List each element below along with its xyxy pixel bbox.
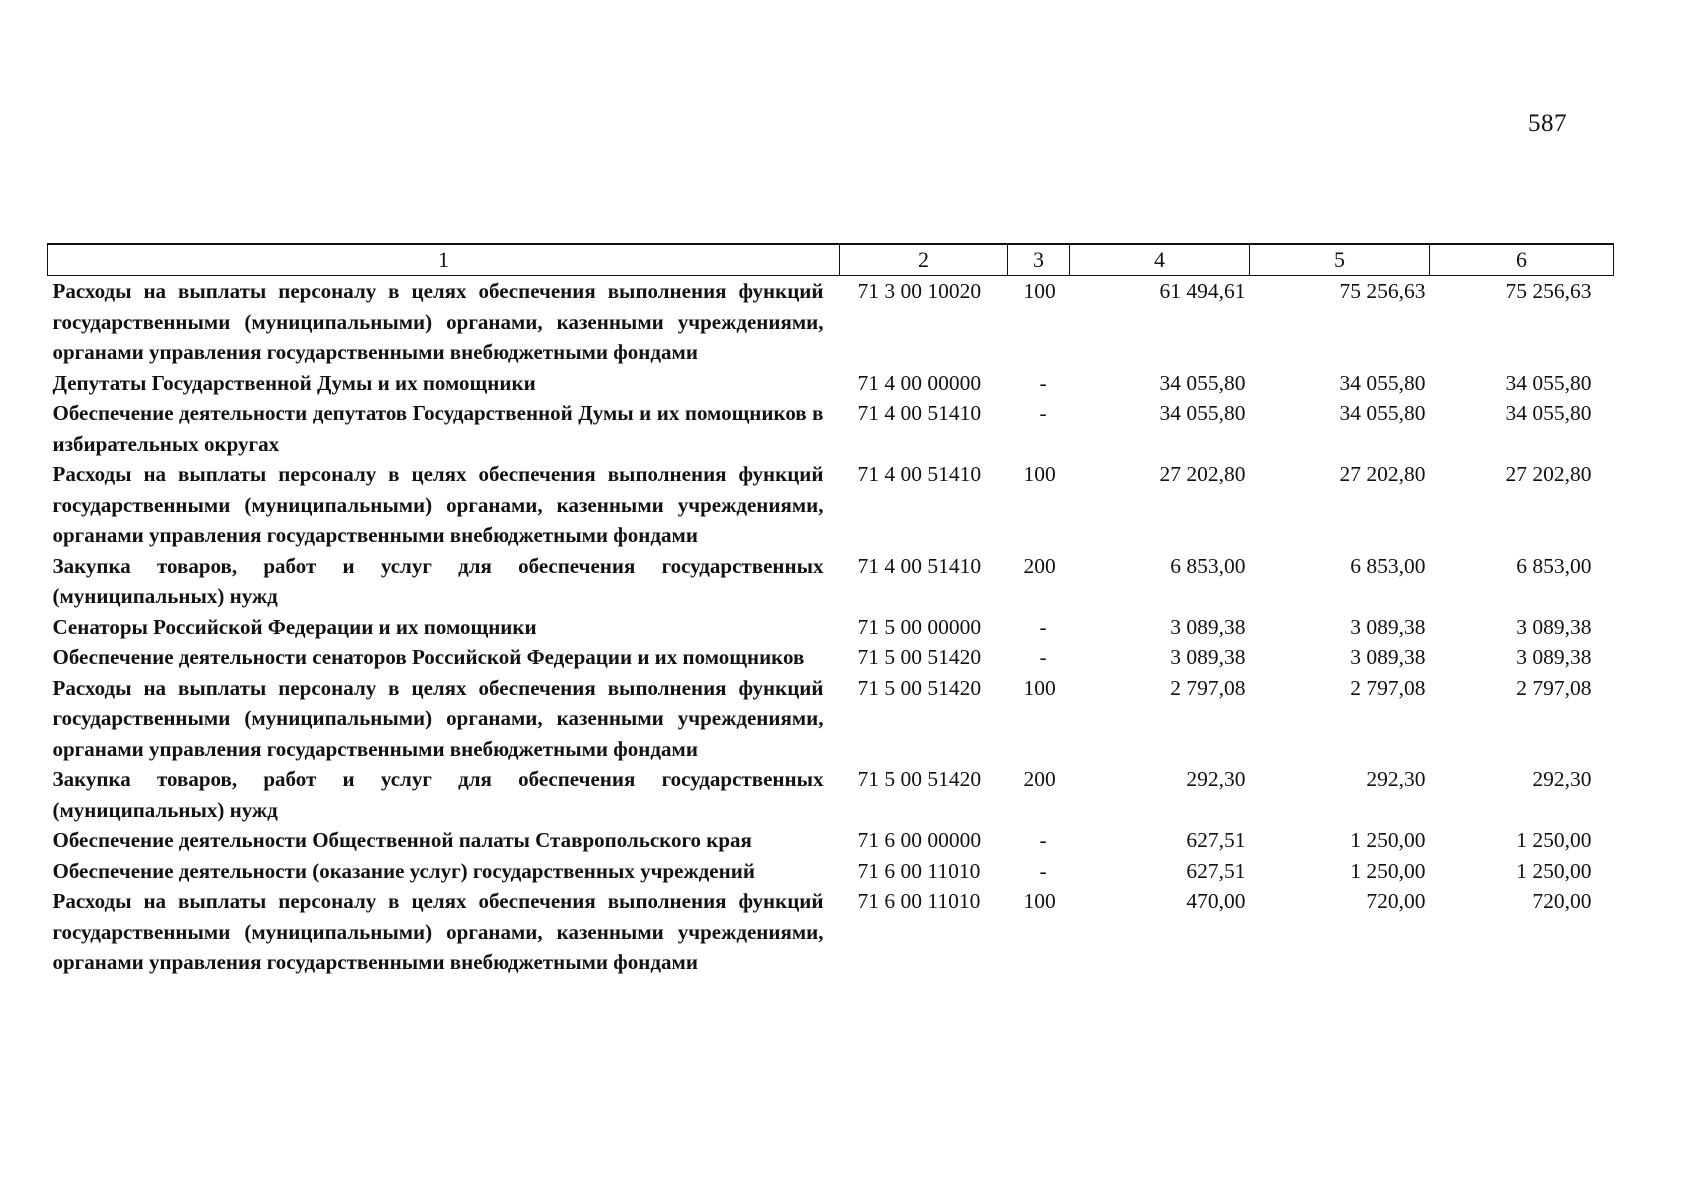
row-code: 71 4 00 00000 <box>857 370 982 395</box>
row-value-6: 6 853,00 <box>1516 553 1592 578</box>
table-row <box>48 825 1614 856</box>
table-row <box>48 551 1614 612</box>
row-value-6: 3 089,38 <box>1516 645 1592 669</box>
row-value-6: 1 250,00 <box>1516 858 1592 883</box>
row-name: Закупка товаров, работ и услуг для обеспечения государственных (муниципальных) нужд <box>52 767 824 822</box>
table-row <box>48 673 1614 765</box>
row-value-5: 292,30 <box>1366 767 1426 791</box>
table-row <box>48 642 1614 673</box>
row-value-6: 75 256,63 <box>1505 279 1592 303</box>
table-row <box>48 276 1614 368</box>
table-header <box>48 244 1614 276</box>
row-name: Расходы на выплаты персоналу в целях обеспечения выполнения функций государственными (муниципальными) органами, казенными учреждениями, органами управления государственными внебюджетными фондами <box>52 279 824 364</box>
table-row <box>48 764 1614 825</box>
row-expense-type: 200 <box>1023 553 1056 578</box>
row-value-5: 75 256,63 <box>1339 279 1426 303</box>
row-expense-type: - <box>1039 828 1047 852</box>
row-value-5: 1 250,00 <box>1350 858 1426 883</box>
row-code: 71 4 00 51410 <box>857 462 982 486</box>
row-value-5: 3 089,38 <box>1350 645 1426 669</box>
row-value-6: 1 250,00 <box>1516 828 1592 852</box>
row-value-5: 6 853,00 <box>1350 553 1426 578</box>
table-row <box>48 398 1614 459</box>
row-value-6: 292,30 <box>1532 767 1592 791</box>
row-value-4: 3 089,38 <box>1170 614 1246 639</box>
row-code: 71 5 00 51420 <box>857 645 982 669</box>
row-value-4: 627,51 <box>1186 828 1246 852</box>
row-name: Обеспечение деятельности депутатов Государственной Думы и их помощников в избирательных округах <box>52 401 824 456</box>
row-code: 71 5 00 00000 <box>857 614 982 639</box>
budget-table <box>47 243 1614 978</box>
row-code: 71 4 00 51410 <box>857 553 982 578</box>
row-name: Депутаты Государственной Думы и их помощники <box>52 370 536 395</box>
table-body <box>48 276 1614 978</box>
column-header-6: 6 <box>1430 244 1614 276</box>
row-name: Расходы на выплаты персоналу в целях обеспечения выполнения функций государственными (муниципальными) органами, казенными учреждениями, органами управления государственными внебюджетными фондами <box>52 462 824 547</box>
row-value-4: 27 202,80 <box>1159 462 1246 486</box>
row-value-4: 2 797,08 <box>1170 675 1246 700</box>
row-value-5: 3 089,38 <box>1350 614 1426 639</box>
column-header-2: 2 <box>840 244 1008 276</box>
table-row <box>48 856 1614 887</box>
row-value-6: 27 202,80 <box>1505 462 1592 486</box>
table-row <box>48 612 1614 643</box>
row-code: 71 6 00 11010 <box>857 889 981 913</box>
row-expense-type: 100 <box>1023 462 1056 486</box>
row-value-6: 720,00 <box>1532 889 1592 913</box>
row-value-5: 720,00 <box>1366 889 1426 913</box>
column-header-5: 5 <box>1250 244 1430 276</box>
row-value-4: 61 494,61 <box>1159 279 1246 303</box>
row-code: 71 6 00 00000 <box>857 828 982 852</box>
row-value-4: 292,30 <box>1186 767 1246 791</box>
row-value-5: 27 202,80 <box>1339 462 1426 486</box>
row-expense-type: - <box>1039 401 1047 425</box>
row-expense-type: - <box>1039 645 1047 669</box>
row-code: 71 3 00 10020 <box>857 279 982 303</box>
row-value-6: 34 055,80 <box>1505 401 1592 425</box>
row-expense-type: - <box>1039 858 1047 883</box>
row-value-5: 34 055,80 <box>1339 401 1426 425</box>
table-row <box>48 368 1614 399</box>
row-name: Обеспечение деятельности сенаторов Российской Федерации и их помощников <box>52 645 805 669</box>
row-expense-type: 100 <box>1023 675 1056 700</box>
row-value-4: 34 055,80 <box>1159 370 1246 395</box>
row-expense-type: 100 <box>1023 889 1056 913</box>
page-number: 587 <box>1528 110 1567 137</box>
row-value-4: 627,51 <box>1186 858 1246 883</box>
row-name: Обеспечение деятельности (оказание услуг) государственных учреждений <box>52 858 755 883</box>
row-value-5: 34 055,80 <box>1339 370 1426 395</box>
header-row <box>48 244 1614 276</box>
row-value-5: 1 250,00 <box>1350 828 1426 852</box>
row-value-6: 34 055,80 <box>1505 370 1592 395</box>
row-value-4: 6 853,00 <box>1170 553 1246 578</box>
row-name: Закупка товаров, работ и услуг для обеспечения государственных (муниципальных) нужд <box>52 553 824 608</box>
column-header-1: 1 <box>48 244 840 276</box>
table-row <box>48 459 1614 551</box>
row-code: 71 4 00 51410 <box>857 401 982 425</box>
row-code: 71 5 00 51420 <box>857 675 982 700</box>
row-name: Сенаторы Российской Федерации и их помощники <box>52 614 537 639</box>
row-name: Расходы на выплаты персоналу в целях обеспечения выполнения функций государственными (муниципальными) органами, казенными учреждениями, органами управления государственными внебюджетными фондами <box>52 675 824 761</box>
table-row <box>48 886 1614 978</box>
row-expense-type: 100 <box>1023 279 1056 303</box>
row-name: Расходы на выплаты персоналу в целях обеспечения выполнения функций государственными (муниципальными) органами, казенными учреждениями, органами управления государственными внебюджетными фондами <box>52 889 824 974</box>
row-expense-type: - <box>1039 370 1047 395</box>
row-code: 71 6 00 11010 <box>857 858 981 883</box>
row-expense-type: - <box>1039 614 1047 639</box>
column-header-3: 3 <box>1008 244 1070 276</box>
column-header-4: 4 <box>1070 244 1250 276</box>
row-expense-type: 200 <box>1023 767 1056 791</box>
row-value-6: 3 089,38 <box>1516 614 1592 639</box>
row-value-5: 2 797,08 <box>1350 675 1426 700</box>
row-value-4: 470,00 <box>1186 889 1246 913</box>
row-value-4: 34 055,80 <box>1159 401 1246 425</box>
row-value-6: 2 797,08 <box>1516 675 1592 700</box>
row-value-4: 3 089,38 <box>1170 645 1246 669</box>
row-code: 71 5 00 51420 <box>857 767 982 791</box>
row-name: Обеспечение деятельности Общественной палаты Ставропольского края <box>52 828 752 852</box>
